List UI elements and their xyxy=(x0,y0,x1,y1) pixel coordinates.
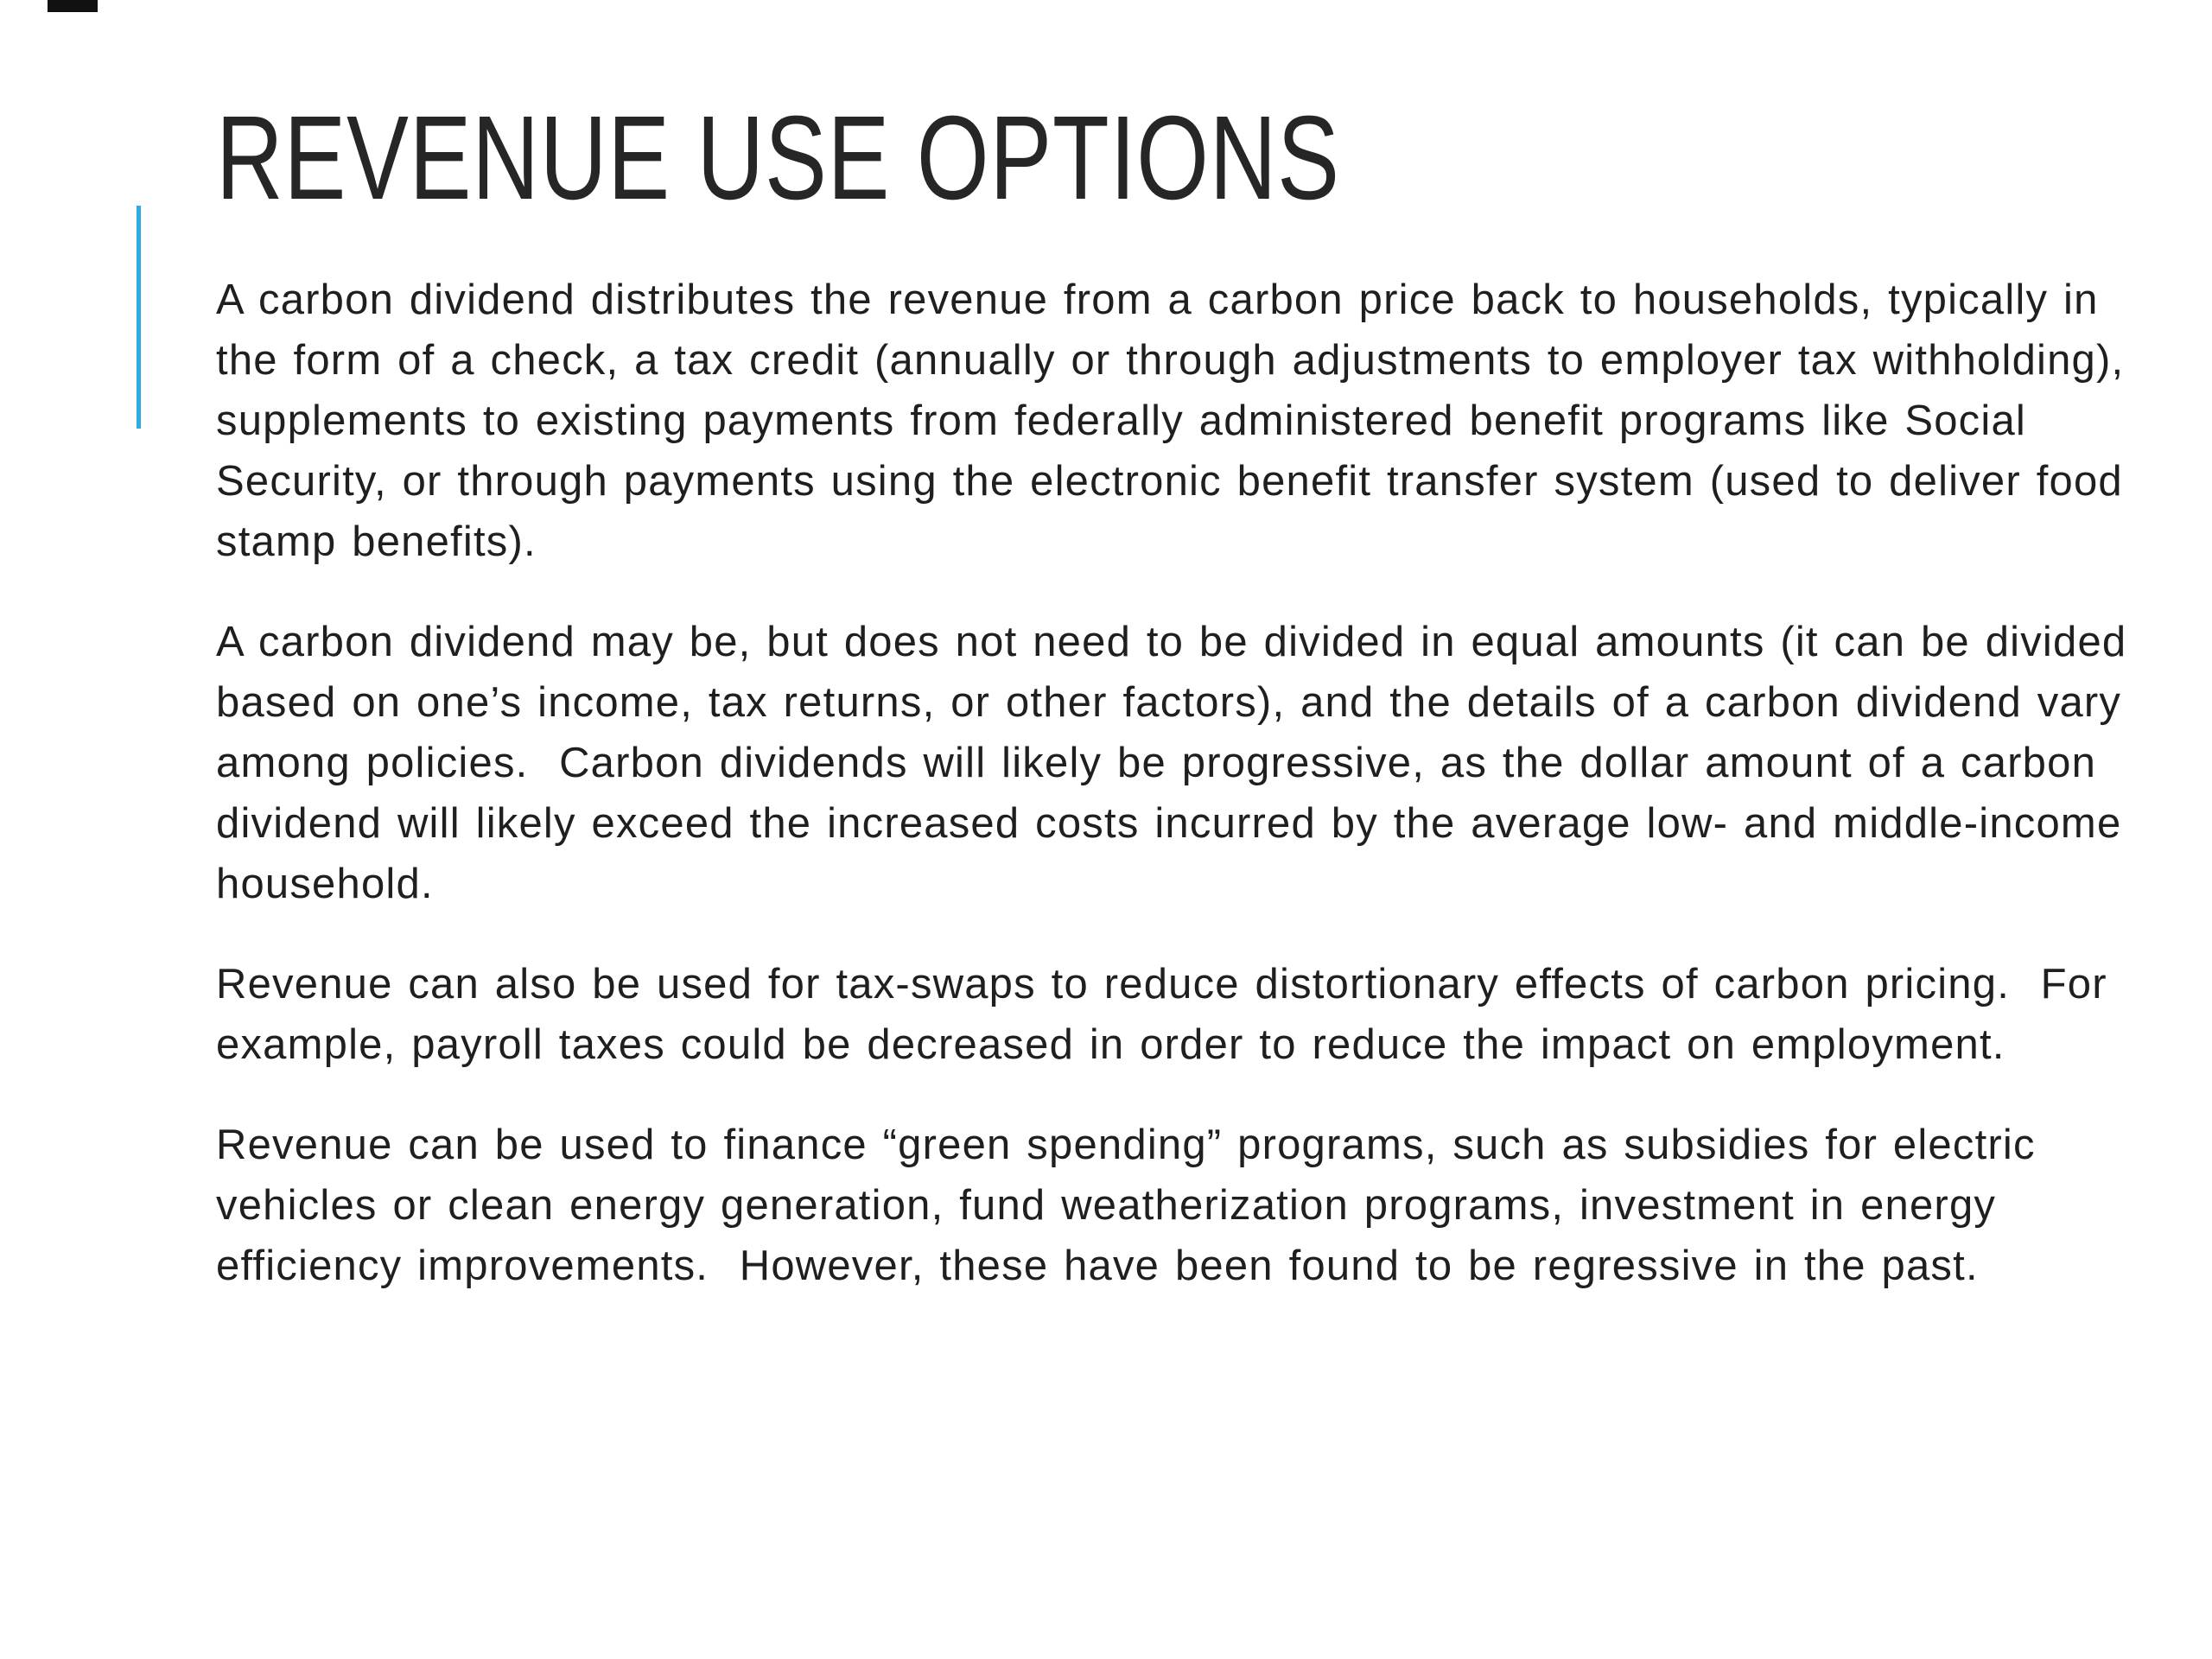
body-paragraph: A carbon dividend distributes the revenue from a carbon price back to households, typically in the form of a check, a tax credit (annually or through adjustments to employer tax withholding), supplements to existing payments from federally administered benefit programs like Social Security, or through payments using the electronic benefit transfer system (used to deliver food stamp benefits). xyxy=(216,276,2140,565)
slide-content xyxy=(216,93,2152,1336)
body-paragraph: Revenue can also be used for tax-swaps to reduce distortionary effects of carbon pricing. For example, payroll taxes could be decreased in order to reduce the impact on employment. xyxy=(216,960,2123,1068)
slide-title: REVENUE USE OPTIONS xyxy=(216,92,1340,225)
body-paragraph: A carbon dividend may be, but does not need to be divided in equal amounts (it can be divided based on one’s income, tax returns, or other factors), and the details of a carbon dividend vary among policies. Carbon dividends will likely be progressive, as the dollar amount of a carbon dividend will likely exceed the increased costs incurred by the average low- and middle-income household. xyxy=(216,618,2143,907)
accent-line xyxy=(137,206,141,429)
corner-mark xyxy=(48,0,98,12)
body-paragraph: Revenue can be used to finance “green spending” programs, such as subsidies for electric vehicles or clean energy generation, fund weatherization programs, investment in energy efficiency improvements. However, these have been found to be regressive in the past. xyxy=(216,1121,2051,1289)
